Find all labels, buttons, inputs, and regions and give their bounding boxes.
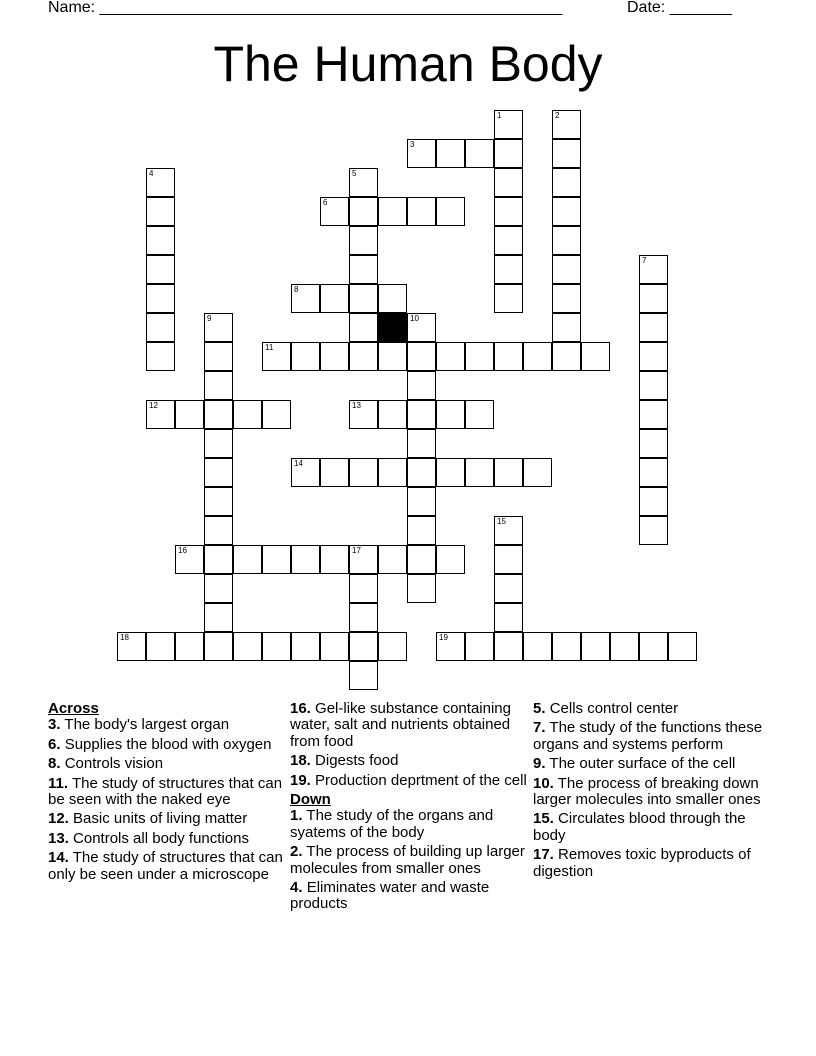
grid-cell[interactable] xyxy=(204,487,233,516)
across-clue-18: 18. Digests food xyxy=(290,752,399,770)
grid-cell[interactable] xyxy=(407,400,436,429)
grid-cell[interactable] xyxy=(436,545,465,574)
cell-number: 7 xyxy=(642,256,647,265)
grid-cell[interactable] xyxy=(552,255,581,284)
grid-cell[interactable] xyxy=(262,342,291,371)
across-clue-6: 6. Supplies the blood with oxygen xyxy=(48,735,272,753)
grid-cell[interactable] xyxy=(639,429,668,458)
grid-cell[interactable] xyxy=(407,545,436,574)
grid-cell[interactable] xyxy=(494,603,523,632)
grid-cell[interactable] xyxy=(407,574,436,603)
down-clue-9: 9. The outer surface of the cell xyxy=(533,755,736,773)
grid-cell[interactable] xyxy=(407,342,436,371)
grid-cell[interactable] xyxy=(320,458,349,487)
cell-number: 14 xyxy=(294,459,303,468)
grid-cell[interactable] xyxy=(639,371,668,400)
grid-cell[interactable] xyxy=(146,255,175,284)
grid-cell[interactable] xyxy=(378,284,407,313)
down-clue-17: 17. Removes toxic byproducts of digestion xyxy=(533,846,751,880)
grid-cell[interactable] xyxy=(320,342,349,371)
grid-cell[interactable] xyxy=(349,400,378,429)
down-clue-7: 7. The study of the functions these organs and systems perform xyxy=(533,719,763,753)
cell-number: 12 xyxy=(149,401,158,410)
grid-cell[interactable] xyxy=(436,342,465,371)
across-clue-19: 19. Production deprtment of the cell xyxy=(290,771,527,789)
grid-cell[interactable] xyxy=(233,632,262,661)
grid-cell[interactable] xyxy=(523,458,552,487)
grid-cell[interactable] xyxy=(146,313,175,342)
grid-cell[interactable] xyxy=(639,400,668,429)
grid-cell[interactable] xyxy=(378,545,407,574)
grid-cell[interactable] xyxy=(349,545,378,574)
grid-cell[interactable] xyxy=(204,342,233,371)
cell-number: 4 xyxy=(149,169,154,178)
grid-cell[interactable] xyxy=(494,168,523,197)
grid-cell[interactable] xyxy=(552,139,581,168)
cell-number: 9 xyxy=(207,314,212,323)
across-clue-13: 13. Controls all body functions xyxy=(48,829,249,847)
grid-cell[interactable] xyxy=(552,284,581,313)
grid-cell[interactable] xyxy=(175,632,204,661)
cell-number: 5 xyxy=(352,169,357,178)
grid-cell[interactable] xyxy=(378,342,407,371)
grid-cell[interactable] xyxy=(349,458,378,487)
grid-cell[interactable] xyxy=(407,371,436,400)
date-field-label: Date: _______ xyxy=(627,0,732,16)
grid-cell[interactable] xyxy=(552,168,581,197)
grid-cell[interactable] xyxy=(436,139,465,168)
grid-cell[interactable] xyxy=(494,139,523,168)
grid-cell[interactable] xyxy=(494,458,523,487)
grid-cell[interactable] xyxy=(320,632,349,661)
grid-cell[interactable] xyxy=(320,197,349,226)
grid-cell[interactable] xyxy=(378,400,407,429)
grid-cell[interactable] xyxy=(349,661,378,690)
grid-cell[interactable] xyxy=(291,284,320,313)
grid-cell[interactable] xyxy=(233,545,262,574)
grid-cell[interactable] xyxy=(639,342,668,371)
grid-cell[interactable] xyxy=(262,545,291,574)
down-clue-4: 4. Eliminates water and waste products xyxy=(290,879,490,913)
grid-cell[interactable] xyxy=(117,632,146,661)
grid-cell[interactable] xyxy=(349,603,378,632)
grid-cell[interactable] xyxy=(639,632,668,661)
cell-number: 10 xyxy=(410,314,419,323)
grid-cell[interactable] xyxy=(407,516,436,545)
across-clue-14: 14. The study of structures that can only be seen under a microscope xyxy=(48,849,283,883)
grid-cell[interactable] xyxy=(494,110,523,139)
grid-cell[interactable] xyxy=(436,632,465,661)
grid-cell[interactable] xyxy=(494,574,523,603)
grid-cell[interactable] xyxy=(639,487,668,516)
grid-cell[interactable] xyxy=(349,226,378,255)
grid-cell[interactable] xyxy=(494,545,523,574)
grid-cell[interactable] xyxy=(552,226,581,255)
grid-cell[interactable] xyxy=(407,487,436,516)
cell-number: 6 xyxy=(323,198,328,207)
page-title: The Human Body xyxy=(213,36,603,92)
grid-cell[interactable] xyxy=(204,632,233,661)
grid-cell[interactable] xyxy=(349,197,378,226)
grid-cell[interactable] xyxy=(349,255,378,284)
grid-cell[interactable] xyxy=(552,197,581,226)
grid-cell[interactable] xyxy=(291,632,320,661)
grid-cell[interactable] xyxy=(581,342,610,371)
cell-number: 2 xyxy=(555,111,560,120)
grid-cell[interactable] xyxy=(523,632,552,661)
grid-cell[interactable] xyxy=(175,545,204,574)
grid-cell[interactable] xyxy=(610,632,639,661)
grid-cell[interactable] xyxy=(204,574,233,603)
black-square xyxy=(378,313,407,342)
grid-cell[interactable] xyxy=(494,197,523,226)
grid-cell[interactable] xyxy=(552,313,581,342)
grid-cell[interactable] xyxy=(291,458,320,487)
grid-cell[interactable] xyxy=(349,313,378,342)
name-field-label: Name: ____________________________________________________ xyxy=(48,0,563,16)
grid-cell[interactable] xyxy=(436,458,465,487)
grid-cell[interactable] xyxy=(494,284,523,313)
down-clue-1: 1. The study of the organs and syatems of the body xyxy=(290,807,494,841)
grid-cell[interactable] xyxy=(204,545,233,574)
across-clue-12: 12. Basic units of living matter xyxy=(48,810,248,828)
grid-cell[interactable] xyxy=(639,284,668,313)
across-clue-16: 16. Gel-like substance containing water, salt and nutrients obtained from food xyxy=(290,700,511,750)
grid-cell[interactable] xyxy=(639,313,668,342)
cell-number: 18 xyxy=(120,633,129,642)
across-heading: Across xyxy=(48,700,99,717)
grid-cell[interactable] xyxy=(378,632,407,661)
grid-cell[interactable] xyxy=(175,400,204,429)
grid-cell[interactable] xyxy=(233,400,262,429)
cell-number: 1 xyxy=(497,111,502,120)
grid-cell[interactable] xyxy=(204,603,233,632)
grid-cell[interactable] xyxy=(146,168,175,197)
across-clue-3: 3. The body's largest organ xyxy=(48,716,230,734)
grid-cell[interactable] xyxy=(436,400,465,429)
grid-cell[interactable] xyxy=(146,226,175,255)
grid-cell[interactable] xyxy=(262,400,291,429)
grid-cell[interactable] xyxy=(465,139,494,168)
cell-number: 13 xyxy=(352,401,361,410)
grid-cell[interactable] xyxy=(204,516,233,545)
down-clue-2: 2. The process of building up larger molecules from smaller ones xyxy=(290,843,525,877)
grid-cell[interactable] xyxy=(146,342,175,371)
grid-cell[interactable] xyxy=(204,371,233,400)
grid-cell[interactable] xyxy=(494,516,523,545)
clues-column-1 xyxy=(48,701,288,886)
grid-cell[interactable] xyxy=(349,168,378,197)
grid-cell[interactable] xyxy=(407,429,436,458)
grid-cell[interactable] xyxy=(552,110,581,139)
grid-cell[interactable] xyxy=(465,632,494,661)
clues-column-3 xyxy=(533,701,773,883)
grid-cell[interactable] xyxy=(204,313,233,342)
grid-cell[interactable] xyxy=(465,342,494,371)
down-clue-10: 10. The process of breaking down larger molecules into smaller ones xyxy=(533,774,761,809)
grid-cell[interactable] xyxy=(407,458,436,487)
grid-cell[interactable] xyxy=(581,632,610,661)
grid-cell[interactable] xyxy=(668,632,697,661)
grid-cell[interactable] xyxy=(204,400,233,429)
cell-number: 3 xyxy=(410,140,415,149)
grid-cell[interactable] xyxy=(407,139,436,168)
grid-cell[interactable] xyxy=(349,574,378,603)
across-clue-8: 8. Controls vision xyxy=(48,755,164,773)
grid-cell[interactable] xyxy=(291,545,320,574)
grid-cell[interactable] xyxy=(494,255,523,284)
grid-cell[interactable] xyxy=(552,632,581,661)
cell-number: 17 xyxy=(352,546,361,555)
cell-number: 8 xyxy=(294,285,299,294)
grid-cell[interactable] xyxy=(146,632,175,661)
grid-cell[interactable] xyxy=(407,197,436,226)
grid-cell[interactable] xyxy=(465,458,494,487)
cell-number: 16 xyxy=(178,546,187,555)
cell-number: 19 xyxy=(439,633,448,642)
grid-cell[interactable] xyxy=(465,400,494,429)
grid-cell[interactable] xyxy=(378,458,407,487)
grid-cell[interactable] xyxy=(349,342,378,371)
grid-cell[interactable] xyxy=(494,342,523,371)
grid-cell[interactable] xyxy=(494,632,523,661)
grid-cell[interactable] xyxy=(436,197,465,226)
grid-cell[interactable] xyxy=(204,458,233,487)
grid-cell[interactable] xyxy=(320,545,349,574)
grid-cell[interactable] xyxy=(639,458,668,487)
down-heading: Down xyxy=(290,791,331,809)
down-clue-15: 15. Circulates blood through the body xyxy=(533,810,746,844)
grid-cell[interactable] xyxy=(494,226,523,255)
grid-cell[interactable] xyxy=(146,400,175,429)
grid-cell[interactable] xyxy=(407,313,436,342)
grid-cell[interactable] xyxy=(320,284,349,313)
grid-cell[interactable] xyxy=(639,516,668,545)
clues-column-2 xyxy=(290,701,530,916)
down-clue-5: 5. Cells control center xyxy=(533,700,679,717)
grid-cell[interactable] xyxy=(146,197,175,226)
across-clue-11: 11. The study of structures that can be seen with the naked eye xyxy=(48,774,283,809)
cell-number: 11 xyxy=(265,343,274,352)
grid-cell[interactable] xyxy=(552,342,581,371)
grid-cell[interactable] xyxy=(639,255,668,284)
grid-cell[interactable] xyxy=(291,342,320,371)
grid-cell[interactable] xyxy=(262,632,291,661)
grid-cell[interactable] xyxy=(378,197,407,226)
grid-cell[interactable] xyxy=(349,632,378,661)
cell-number: 15 xyxy=(497,517,506,526)
grid-cell[interactable] xyxy=(146,284,175,313)
grid-cell[interactable] xyxy=(204,429,233,458)
grid-cell[interactable] xyxy=(523,342,552,371)
grid-cell[interactable] xyxy=(349,284,378,313)
